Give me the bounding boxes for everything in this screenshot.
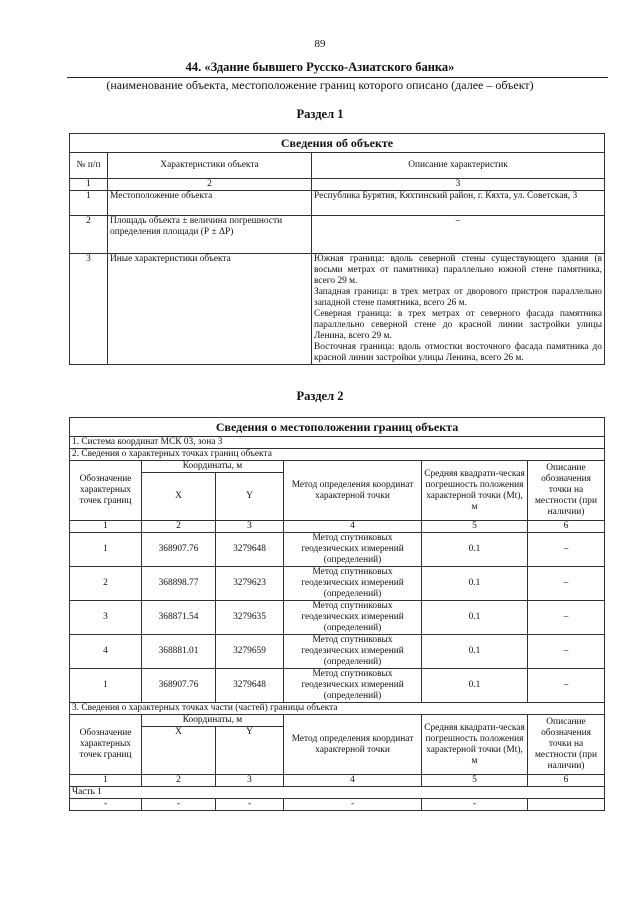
point-error: 0.1 <box>422 533 528 567</box>
point-y: 3279648 <box>216 669 284 703</box>
header-method: Метод определения координат характерной точки <box>284 461 422 521</box>
col-number: 5 <box>422 521 528 533</box>
part-cell: - <box>142 799 216 811</box>
part-cell: - <box>216 799 284 811</box>
part-cell: - <box>70 799 142 811</box>
point-error: 0.1 <box>422 669 528 703</box>
point-error: 0.1 <box>422 601 528 635</box>
east-border-text: Восточная граница: вдоль отмостки восточного фасада памятника до красной линии застройки улицы Ленина, всего 26 м. <box>314 342 602 363</box>
row-description <box>312 254 605 365</box>
object-subtitle: (наименование объекта, местоположение границ которого описано (далее – объект) <box>106 78 534 92</box>
south-border-text: Южная граница: вдоль северной стены существующего здания (в восьми метрах от памятника) параллельно южной стене памятника, всего 29 м. <box>314 254 602 286</box>
point-y: 3279659 <box>216 635 284 669</box>
page-number: 89 <box>314 38 326 50</box>
col-number: 1 <box>70 521 142 533</box>
row-description: Республика Бурятия, Кяхтинский район, г. Кяхта, ул. Советская, 3 <box>312 191 605 216</box>
north-border-text: Северная граница: в трех метрах от северного фасада памятника параллельно северной стене до красной линии застройки улицы Ленина, всего 29 м. <box>314 309 602 341</box>
point-error: 0.1 <box>422 567 528 601</box>
header-error: Средняя квадрати-ческая погрешность положения характерной точки (Mt), м <box>422 461 528 521</box>
header-point-desc: Описание обозначения точки на местности (при наличии) <box>528 461 605 521</box>
col-number: 4 <box>284 775 422 787</box>
header-characteristic: Характеристики объекта <box>108 153 312 179</box>
col-number: 1 <box>70 775 142 787</box>
header-point: Обозначение характерных точек границ <box>70 461 142 521</box>
point-desc: – <box>528 533 605 567</box>
part-label: Часть 1 <box>70 787 605 799</box>
col-number: 6 <box>528 775 605 787</box>
parts-header-error: Средняя квадрати-ческая погрешность положения характерной точки (Mt), м <box>422 715 528 775</box>
row-characteristic: Площадь объекта ± величина погрешности определения площади (Р ± ΔР) <box>108 216 312 254</box>
boundary-table <box>69 417 605 811</box>
point-y: 3279635 <box>216 601 284 635</box>
section2-title: Раздел 2 <box>296 389 344 403</box>
row-num: 2 <box>70 216 108 254</box>
point-error: 0.1 <box>422 635 528 669</box>
point-desc: – <box>528 567 605 601</box>
point-desc: – <box>528 601 605 635</box>
point-y: 3279648 <box>216 533 284 567</box>
row-description: – <box>312 216 605 254</box>
header-y: Y <box>216 473 284 521</box>
object-info-table <box>69 133 605 365</box>
header-x: X <box>142 473 216 521</box>
parts-header-point-desc: Описание обозначения точки на местности (при наличии) <box>528 715 605 775</box>
point-desc: – <box>528 669 605 703</box>
table-row <box>70 191 605 216</box>
col-number: 5 <box>422 775 528 787</box>
table-row <box>70 635 605 669</box>
object-title: 44. «Здание бывшего Русско-Азиатского банка» <box>185 60 455 74</box>
row-num: 3 <box>70 254 108 365</box>
point-method: Метод спутниковых геодезических измерений (определений) <box>284 669 422 703</box>
row-num: 1 <box>70 191 108 216</box>
col-number: 2 <box>142 775 216 787</box>
col-number: 4 <box>284 521 422 533</box>
parts-header-y: Y <box>216 727 284 775</box>
point-method: Метод спутниковых геодезических измерений (определений) <box>284 635 422 669</box>
point-id: 1 <box>70 669 142 703</box>
point-method: Метод спутниковых геодезических измерений (определений) <box>284 601 422 635</box>
col-number: 2 <box>108 179 312 191</box>
header-description: Описание характеристик <box>312 153 605 179</box>
point-x: 368871.54 <box>142 601 216 635</box>
parts-header-coords: Координаты, м <box>142 715 284 727</box>
point-id: 2 <box>70 567 142 601</box>
point-x: 368898.77 <box>142 567 216 601</box>
parts-header-x: X <box>142 727 216 775</box>
point-x: 368881.01 <box>142 635 216 669</box>
table-row <box>70 567 605 601</box>
west-border-text: Западная граница: в трех метрах от дворового пристроя параллельно западной стене памятника, всего 26 м. <box>314 287 602 308</box>
point-method: Метод спутниковых геодезических измерений (определений) <box>284 533 422 567</box>
header-num: № п/п <box>70 153 108 179</box>
point-id: 3 <box>70 601 142 635</box>
part-cell: - <box>422 799 528 811</box>
boundary-table-title: Сведения о местоположении границ объекта <box>70 418 605 437</box>
point-desc: – <box>528 635 605 669</box>
table-row <box>70 669 605 703</box>
part-cell <box>528 799 605 811</box>
row-characteristic: Иные характеристики объекта <box>108 254 312 365</box>
parts-section-title: 3. Сведения о характерных точках части (частей) границы объекта <box>70 703 605 715</box>
header-coords: Координаты, м <box>142 461 284 473</box>
points-section-title: 2. Сведения о характерных точках границ объекта <box>70 449 605 461</box>
point-method: Метод спутниковых геодезических измерений (определений) <box>284 567 422 601</box>
col-number: 6 <box>528 521 605 533</box>
col-number: 3 <box>216 521 284 533</box>
table-row <box>70 799 605 811</box>
section1-title: Раздел 1 <box>296 107 344 121</box>
col-number: 3 <box>216 775 284 787</box>
point-y: 3279623 <box>216 567 284 601</box>
table-row <box>70 216 605 254</box>
point-id: 1 <box>70 533 142 567</box>
row-characteristic: Местоположение объекта <box>108 191 312 216</box>
col-number: 2 <box>142 521 216 533</box>
point-id: 4 <box>70 635 142 669</box>
object-info-table-title: Сведения об объекте <box>70 134 605 153</box>
col-number: 3 <box>312 179 605 191</box>
coord-system: 1. Система координат МСК 03, зона 3 <box>70 437 605 449</box>
parts-header-point: Обозначение характерных точек границ <box>70 715 142 775</box>
point-x: 368907.76 <box>142 669 216 703</box>
point-x: 368907.76 <box>142 533 216 567</box>
table-row <box>70 254 605 365</box>
col-number: 1 <box>70 179 108 191</box>
part-cell: - <box>284 799 422 811</box>
table-row <box>70 533 605 567</box>
table-row <box>70 601 605 635</box>
parts-header-method: Метод определения координат характерной точки <box>284 715 422 775</box>
